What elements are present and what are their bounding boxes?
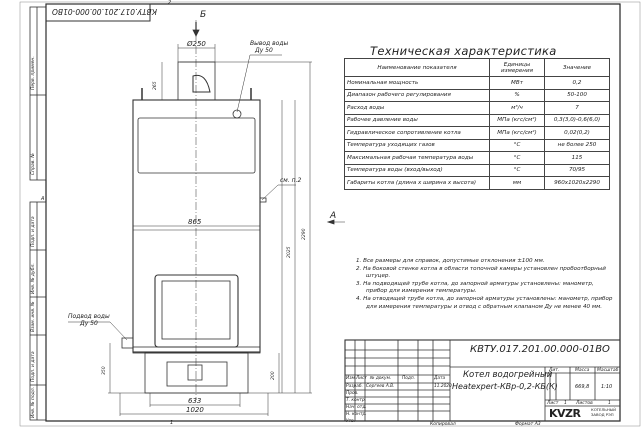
spec-row xyxy=(345,139,610,152)
param-name: Максимальная рабочая температура воды xyxy=(345,152,490,165)
side-stamp-label: Инв. № подл. xyxy=(31,386,36,418)
param-name: Диапазон рабочего регулирования xyxy=(345,89,490,102)
side-stamp-label: Инв. № дубл. xyxy=(31,263,36,294)
dim-1020: 1020 xyxy=(186,406,204,414)
side-stamp-label: Перв. примен. xyxy=(31,56,36,90)
boiler-drawing xyxy=(68,20,345,416)
mass-label: Масса xyxy=(575,368,590,373)
boiler-base xyxy=(145,353,248,393)
chimney xyxy=(178,62,215,100)
spec-row xyxy=(345,102,610,115)
rotated-drawing-code: КВТУ.017.201.00.000-01ВО xyxy=(52,7,157,16)
spec-row xyxy=(345,152,610,165)
spec-row xyxy=(345,164,610,177)
param-name: Температура уходящих газов xyxy=(345,139,490,152)
param-value: не более 250 xyxy=(545,139,610,152)
param-value: 0,2 xyxy=(545,77,610,90)
param-name: Габариты котла (длина х ширина х высота) xyxy=(345,177,490,190)
outlet-callout: Вывод воды Ду 50 xyxy=(250,40,289,54)
side-stamp-label: Подп. и дата xyxy=(31,351,36,382)
developer-date: 11.2020 xyxy=(434,384,452,389)
company-logo: KVZR xyxy=(549,407,581,420)
param-unit: МПа (кгс/см²) xyxy=(490,127,545,140)
spec-header-row: Наименование показателя Единицы измерения Значение xyxy=(345,59,610,77)
note: 4. На отводящей трубе котла, до запорной арматуры установлены: манометр, прибор для измерения температуры и отвод с обратным клапаном Ду не менее 40 мм. xyxy=(356,295,613,310)
note: 2. На боковой стенке котла в области топочной камеры установлен пробоотборный штуцер. xyxy=(356,265,606,280)
dim-865: 865 xyxy=(188,218,202,226)
param-unit: °С xyxy=(490,152,545,165)
side-stamp-label: Взам. инв. № xyxy=(31,301,36,332)
title-block-code: КВТУ.017.201.00.000-01ВО xyxy=(470,344,610,355)
param-unit: м³/ч xyxy=(490,102,545,115)
side-stamp-label: Подп. и дата xyxy=(31,216,36,247)
param-value: 50-100 xyxy=(545,89,610,102)
see-note-callout: см. п.2 xyxy=(280,177,302,184)
view-arrow-b: Б xyxy=(200,10,207,20)
param-name: Номинальная мощность xyxy=(345,77,490,90)
dim-2290: 2290 xyxy=(302,228,307,240)
inlet-pipe xyxy=(122,338,133,348)
sheet-value: 1 xyxy=(564,401,567,406)
note: 3. На подводящей трубе котла, до запорной арматуры установлены: манометр, прибор для измерения температуры. xyxy=(356,280,594,295)
param-name: Гидравлическое сопротивление котла xyxy=(345,127,490,140)
zone-label: 2 xyxy=(168,0,172,6)
notes xyxy=(356,258,616,311)
param-value: 0,3(3,0)-0,6(6,0) xyxy=(545,114,610,127)
furnace-door xyxy=(155,275,238,347)
param-name: Температура воды (вход/выход) xyxy=(345,164,490,177)
note: 1. Все размеры для справок, допустимые отклонения ±100 мм. xyxy=(356,258,545,264)
spec-row xyxy=(345,89,610,102)
param-unit: °С xyxy=(490,139,545,152)
param-unit: мм xyxy=(490,177,545,190)
param-value: 0,02(0,2) xyxy=(545,127,610,140)
zone-label: 1 xyxy=(170,420,174,426)
spec-title: Техническая характеристика xyxy=(370,44,557,58)
param-unit: % xyxy=(490,89,545,102)
spec-table xyxy=(344,58,610,190)
product-name-1: Котел водогрейный xyxy=(463,370,553,380)
format-label: Формат А3 xyxy=(515,422,541,427)
spec-row xyxy=(345,177,610,190)
scale-value: 1:10 xyxy=(601,384,613,390)
dim-200: 200 xyxy=(271,371,276,380)
spec-row xyxy=(345,77,610,90)
sheets-value: 1 xyxy=(608,401,611,406)
sheet-label: Лист xyxy=(547,401,559,406)
param-value: 960x1020x2290 xyxy=(545,177,610,190)
sheets-label: Листов xyxy=(576,401,593,406)
inlet-callout: Подвод воды Ду 50 xyxy=(68,313,110,327)
spec-row xyxy=(345,114,610,127)
dim-350: 350 xyxy=(102,366,107,375)
view-arrow-a: А xyxy=(330,211,337,221)
param-unit: МПа (кгс/см²) xyxy=(490,114,545,127)
param-value: 70/95 xyxy=(545,164,610,177)
param-value: 115 xyxy=(545,152,610,165)
param-name: Расход воды xyxy=(345,102,490,115)
scale-label: Масштаб xyxy=(597,368,619,373)
side-stamp-label: Справ. № xyxy=(31,153,36,175)
mass-value: 669,8 xyxy=(575,384,590,390)
param-unit: °С xyxy=(490,164,545,177)
lit-label: Лит. xyxy=(549,368,560,373)
dim-633: 633 xyxy=(188,397,202,405)
company-name: КОТЕЛЬНЫЙ ЗАВОД РЭП xyxy=(591,407,616,417)
dim-chimney-height: 265 xyxy=(153,81,158,90)
dim-2025: 2025 xyxy=(287,246,292,258)
product-name-2: Heatexpert-КВр-0,2-КБ(К) xyxy=(452,382,558,391)
spec-row xyxy=(345,127,610,140)
copied-label: Копировал xyxy=(430,422,456,427)
dim-chimney-diameter: Ø250 xyxy=(187,40,206,48)
param-unit: МВт xyxy=(490,77,545,90)
param-name: Рабочее давление воды xyxy=(345,114,490,127)
zone-label: А xyxy=(41,196,45,202)
param-value: 7 xyxy=(545,102,610,115)
developer-name: Сергеев А.В. xyxy=(366,384,395,389)
